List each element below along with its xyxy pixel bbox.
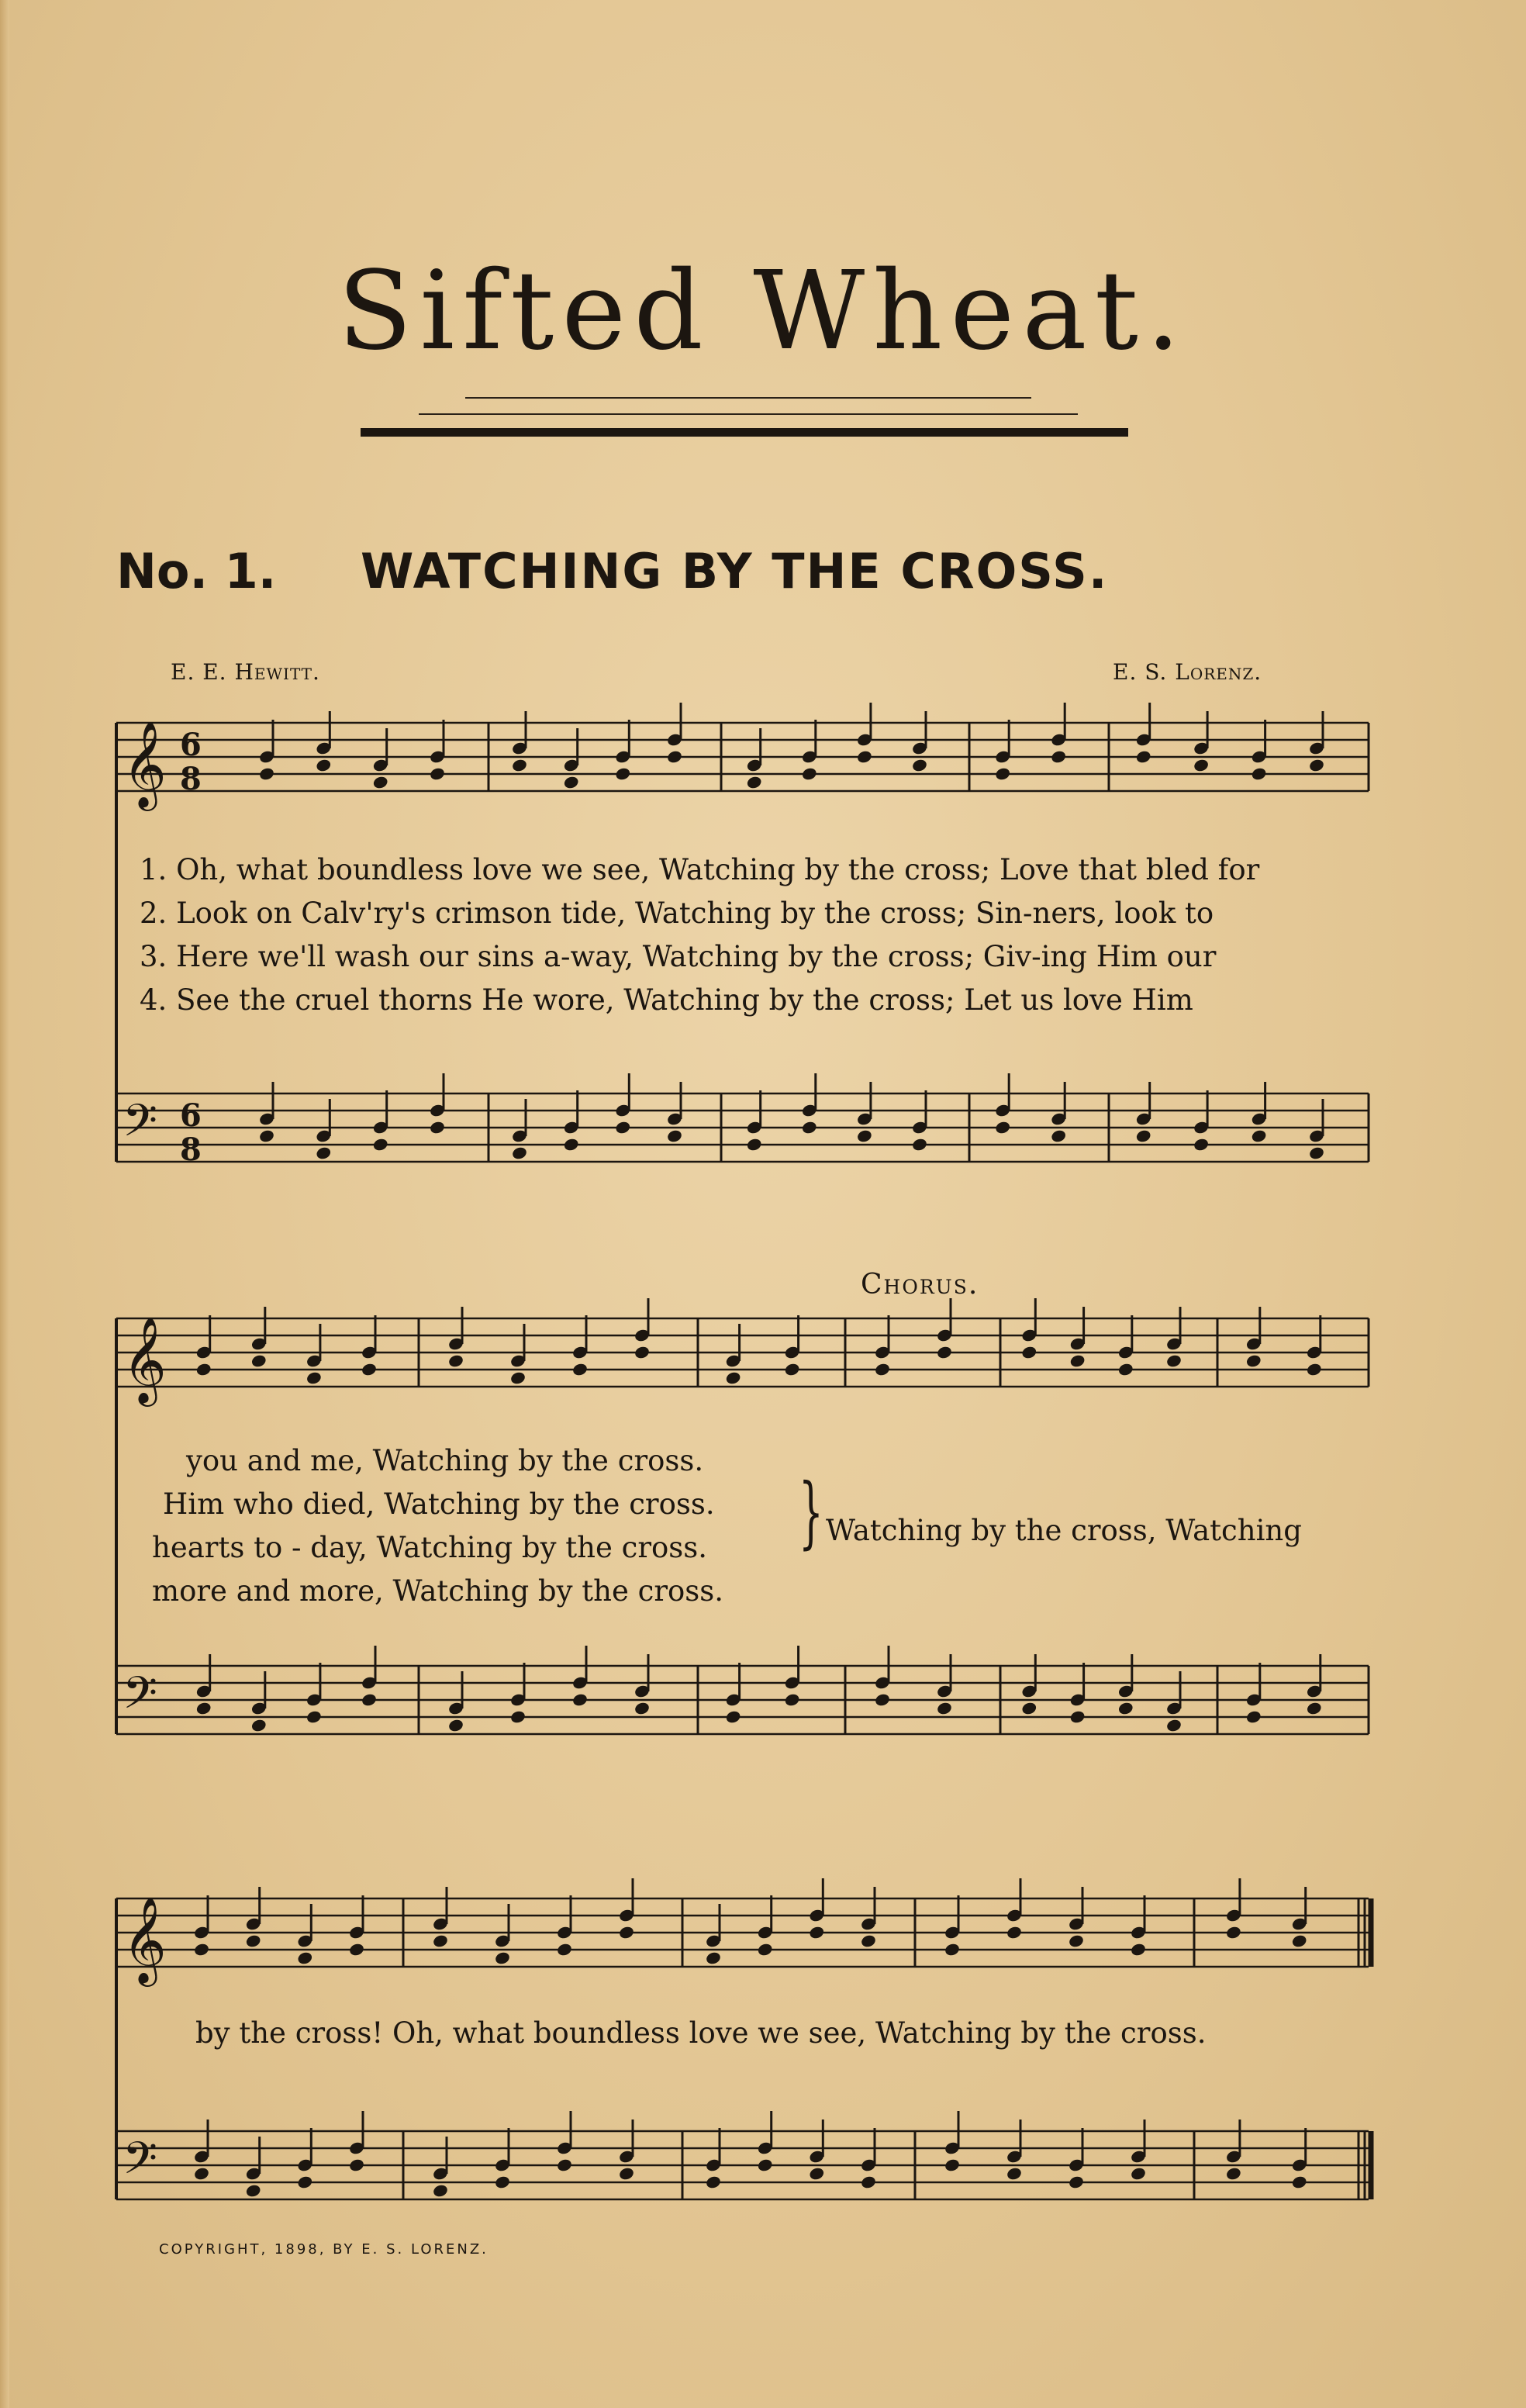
- notehead: [432, 2183, 449, 2198]
- notehead: [614, 766, 631, 781]
- notehead: [447, 1353, 464, 1368]
- notehead: [856, 1128, 873, 1143]
- svg-text:𝄢: 𝄢: [123, 1094, 158, 1158]
- svg-text:8: 8: [180, 761, 202, 797]
- svg-text:𝄢: 𝄢: [123, 2132, 158, 2196]
- notehead: [808, 2166, 825, 2181]
- notehead: [1020, 1701, 1037, 1715]
- notehead: [296, 2175, 313, 2189]
- verse-brace: }: [799, 1467, 823, 1557]
- notehead: [1225, 1925, 1242, 1940]
- notehead: [315, 1145, 332, 1160]
- svg-text:𝄢: 𝄢: [123, 1667, 158, 1730]
- notehead: [306, 1370, 323, 1385]
- notehead: [911, 758, 928, 772]
- notehead: [571, 1692, 589, 1707]
- notehead: [563, 775, 580, 789]
- notehead: [571, 1362, 589, 1377]
- verse-4-start: 4. See the cruel thorns He wore, Watching by the cross; Let us love Him: [140, 983, 1193, 1017]
- verse-4-end: more and more, Watching by the cross.: [152, 1574, 724, 1608]
- notehead: [296, 1950, 313, 1965]
- notehead: [348, 1942, 365, 1957]
- notehead: [994, 1120, 1011, 1135]
- notehead: [1193, 1137, 1210, 1152]
- notehead: [1306, 1362, 1323, 1377]
- notehead: [195, 1362, 212, 1377]
- notehead: [944, 1942, 961, 1957]
- notehead: [1135, 749, 1152, 764]
- notehead: [725, 1370, 742, 1385]
- notehead: [372, 775, 389, 789]
- notehead: [860, 1933, 877, 1948]
- notehead: [936, 1701, 953, 1715]
- notehead: [509, 1709, 527, 1724]
- notehead: [1069, 1353, 1086, 1368]
- notehead: [372, 1137, 389, 1152]
- notehead: [1225, 2166, 1242, 2181]
- notehead: [801, 766, 818, 781]
- chorus-line-2: by the cross! Oh, what boundless love we see, Watching by the cross.: [195, 2016, 1207, 2050]
- notehead: [245, 2183, 262, 2198]
- notehead: [618, 1925, 635, 1940]
- notehead: [757, 2158, 774, 2172]
- verse-1-end: you and me, Watching by the cross.: [186, 1444, 704, 1477]
- notehead: [1069, 1709, 1086, 1724]
- notehead: [258, 766, 275, 781]
- notehead: [1130, 1942, 1147, 1957]
- hymn-number: No. 1.: [116, 543, 277, 599]
- notehead: [315, 758, 332, 772]
- notehead: [361, 1362, 378, 1377]
- notehead: [936, 1345, 953, 1359]
- final-double-bar: [1365, 1898, 1371, 2199]
- notehead: [911, 1137, 928, 1152]
- notehead: [250, 1353, 268, 1368]
- notehead: [1193, 758, 1210, 772]
- verse-2-end: Him who died, Watching by the cross.: [163, 1487, 715, 1521]
- notehead: [614, 1120, 631, 1135]
- notehead: [348, 2158, 365, 2172]
- notehead: [361, 1692, 378, 1707]
- notehead: [195, 1701, 212, 1715]
- notehead: [1068, 1933, 1085, 1948]
- notehead: [245, 1933, 262, 1948]
- verse-3-start: 3. Here we'll wash our sins a-way, Watching by the cross; Giv-ing Him our: [140, 940, 1217, 973]
- notehead: [1050, 1128, 1067, 1143]
- notehead: [306, 1709, 323, 1724]
- verse-3-end: hearts to - day, Watching by the cross.: [152, 1531, 708, 1564]
- notehead: [429, 766, 446, 781]
- notehead: [509, 1370, 527, 1385]
- notehead: [250, 1718, 268, 1733]
- notehead: [429, 1120, 446, 1135]
- lyricist-credit: E. E. Hewitt.: [171, 659, 320, 685]
- svg-text:6: 6: [180, 1097, 202, 1134]
- notehead: [494, 2175, 511, 2189]
- notehead: [705, 2175, 722, 2189]
- notehead: [556, 2158, 573, 2172]
- notehead: [1291, 2175, 1308, 2189]
- notehead: [1130, 2166, 1147, 2181]
- verse-2-start: 2. Look on Calv'ry's crimson tide, Watching by the cross; Sin-ners, look to: [140, 897, 1214, 930]
- copyright-notice: COPYRIGHT, 1898, BY E. S. LORENZ.: [159, 2241, 489, 2258]
- chorus-line-1: Watching by the cross, Watching: [826, 1514, 1302, 1547]
- notehead: [1165, 1353, 1182, 1368]
- hymn-title: WATCHING BY THE CROSS.: [361, 543, 1109, 599]
- composer-credit: E. S. Lorenz.: [1113, 659, 1262, 685]
- notehead: [757, 1942, 774, 1957]
- notehead: [860, 2175, 877, 2189]
- notehead: [511, 758, 528, 772]
- svg-text:6: 6: [180, 727, 202, 763]
- notehead: [618, 2166, 635, 2181]
- notehead: [746, 775, 763, 789]
- notehead: [556, 1942, 573, 1957]
- notehead: [801, 1120, 818, 1135]
- notehead: [1251, 766, 1268, 781]
- notehead: [1245, 1709, 1262, 1724]
- notehead: [634, 1345, 651, 1359]
- notehead: [1245, 1353, 1262, 1368]
- notehead: [494, 1950, 511, 1965]
- svg-text:8: 8: [180, 1131, 202, 1168]
- notehead: [1068, 2175, 1085, 2189]
- notehead: [193, 1942, 210, 1957]
- notehead: [1291, 1933, 1308, 1948]
- notehead: [1006, 1925, 1023, 1940]
- notehead: [447, 1718, 464, 1733]
- notehead: [1251, 1128, 1268, 1143]
- notehead: [666, 749, 683, 764]
- notehead: [705, 1950, 722, 1965]
- notehead: [563, 1137, 580, 1152]
- notehead: [666, 1128, 683, 1143]
- notehead: [874, 1692, 891, 1707]
- notehead: [746, 1137, 763, 1152]
- notehead: [193, 2166, 210, 2181]
- notehead: [511, 1145, 528, 1160]
- notehead: [1306, 1701, 1323, 1715]
- notehead: [634, 1701, 651, 1715]
- notehead: [1135, 1128, 1152, 1143]
- notehead: [1165, 1718, 1182, 1733]
- chorus-label: Chorus.: [861, 1269, 979, 1301]
- notehead: [432, 1933, 449, 1948]
- notehead: [725, 1709, 742, 1724]
- notehead: [874, 1362, 891, 1377]
- verse-1-start: 1. Oh, what boundless love we see, Watching by the cross; Love that bled for: [140, 853, 1260, 886]
- notehead: [784, 1362, 801, 1377]
- notehead: [1117, 1362, 1134, 1377]
- notehead: [1308, 758, 1325, 772]
- svg-text:𝄞: 𝄞: [123, 720, 167, 807]
- notehead: [808, 1925, 825, 1940]
- book-title: Sifted Wheat.: [337, 248, 1189, 375]
- notehead: [784, 1692, 801, 1707]
- notehead: [856, 749, 873, 764]
- notehead: [1117, 1701, 1134, 1715]
- notehead: [258, 1128, 275, 1143]
- notehead: [1050, 749, 1067, 764]
- notehead: [994, 766, 1011, 781]
- notehead: [1006, 2166, 1023, 2181]
- svg-text:𝄞: 𝄞: [123, 1316, 167, 1403]
- notehead: [944, 2158, 961, 2172]
- svg-text:𝄞: 𝄞: [123, 1896, 167, 1983]
- notehead: [1308, 1145, 1325, 1160]
- notehead: [1020, 1345, 1037, 1359]
